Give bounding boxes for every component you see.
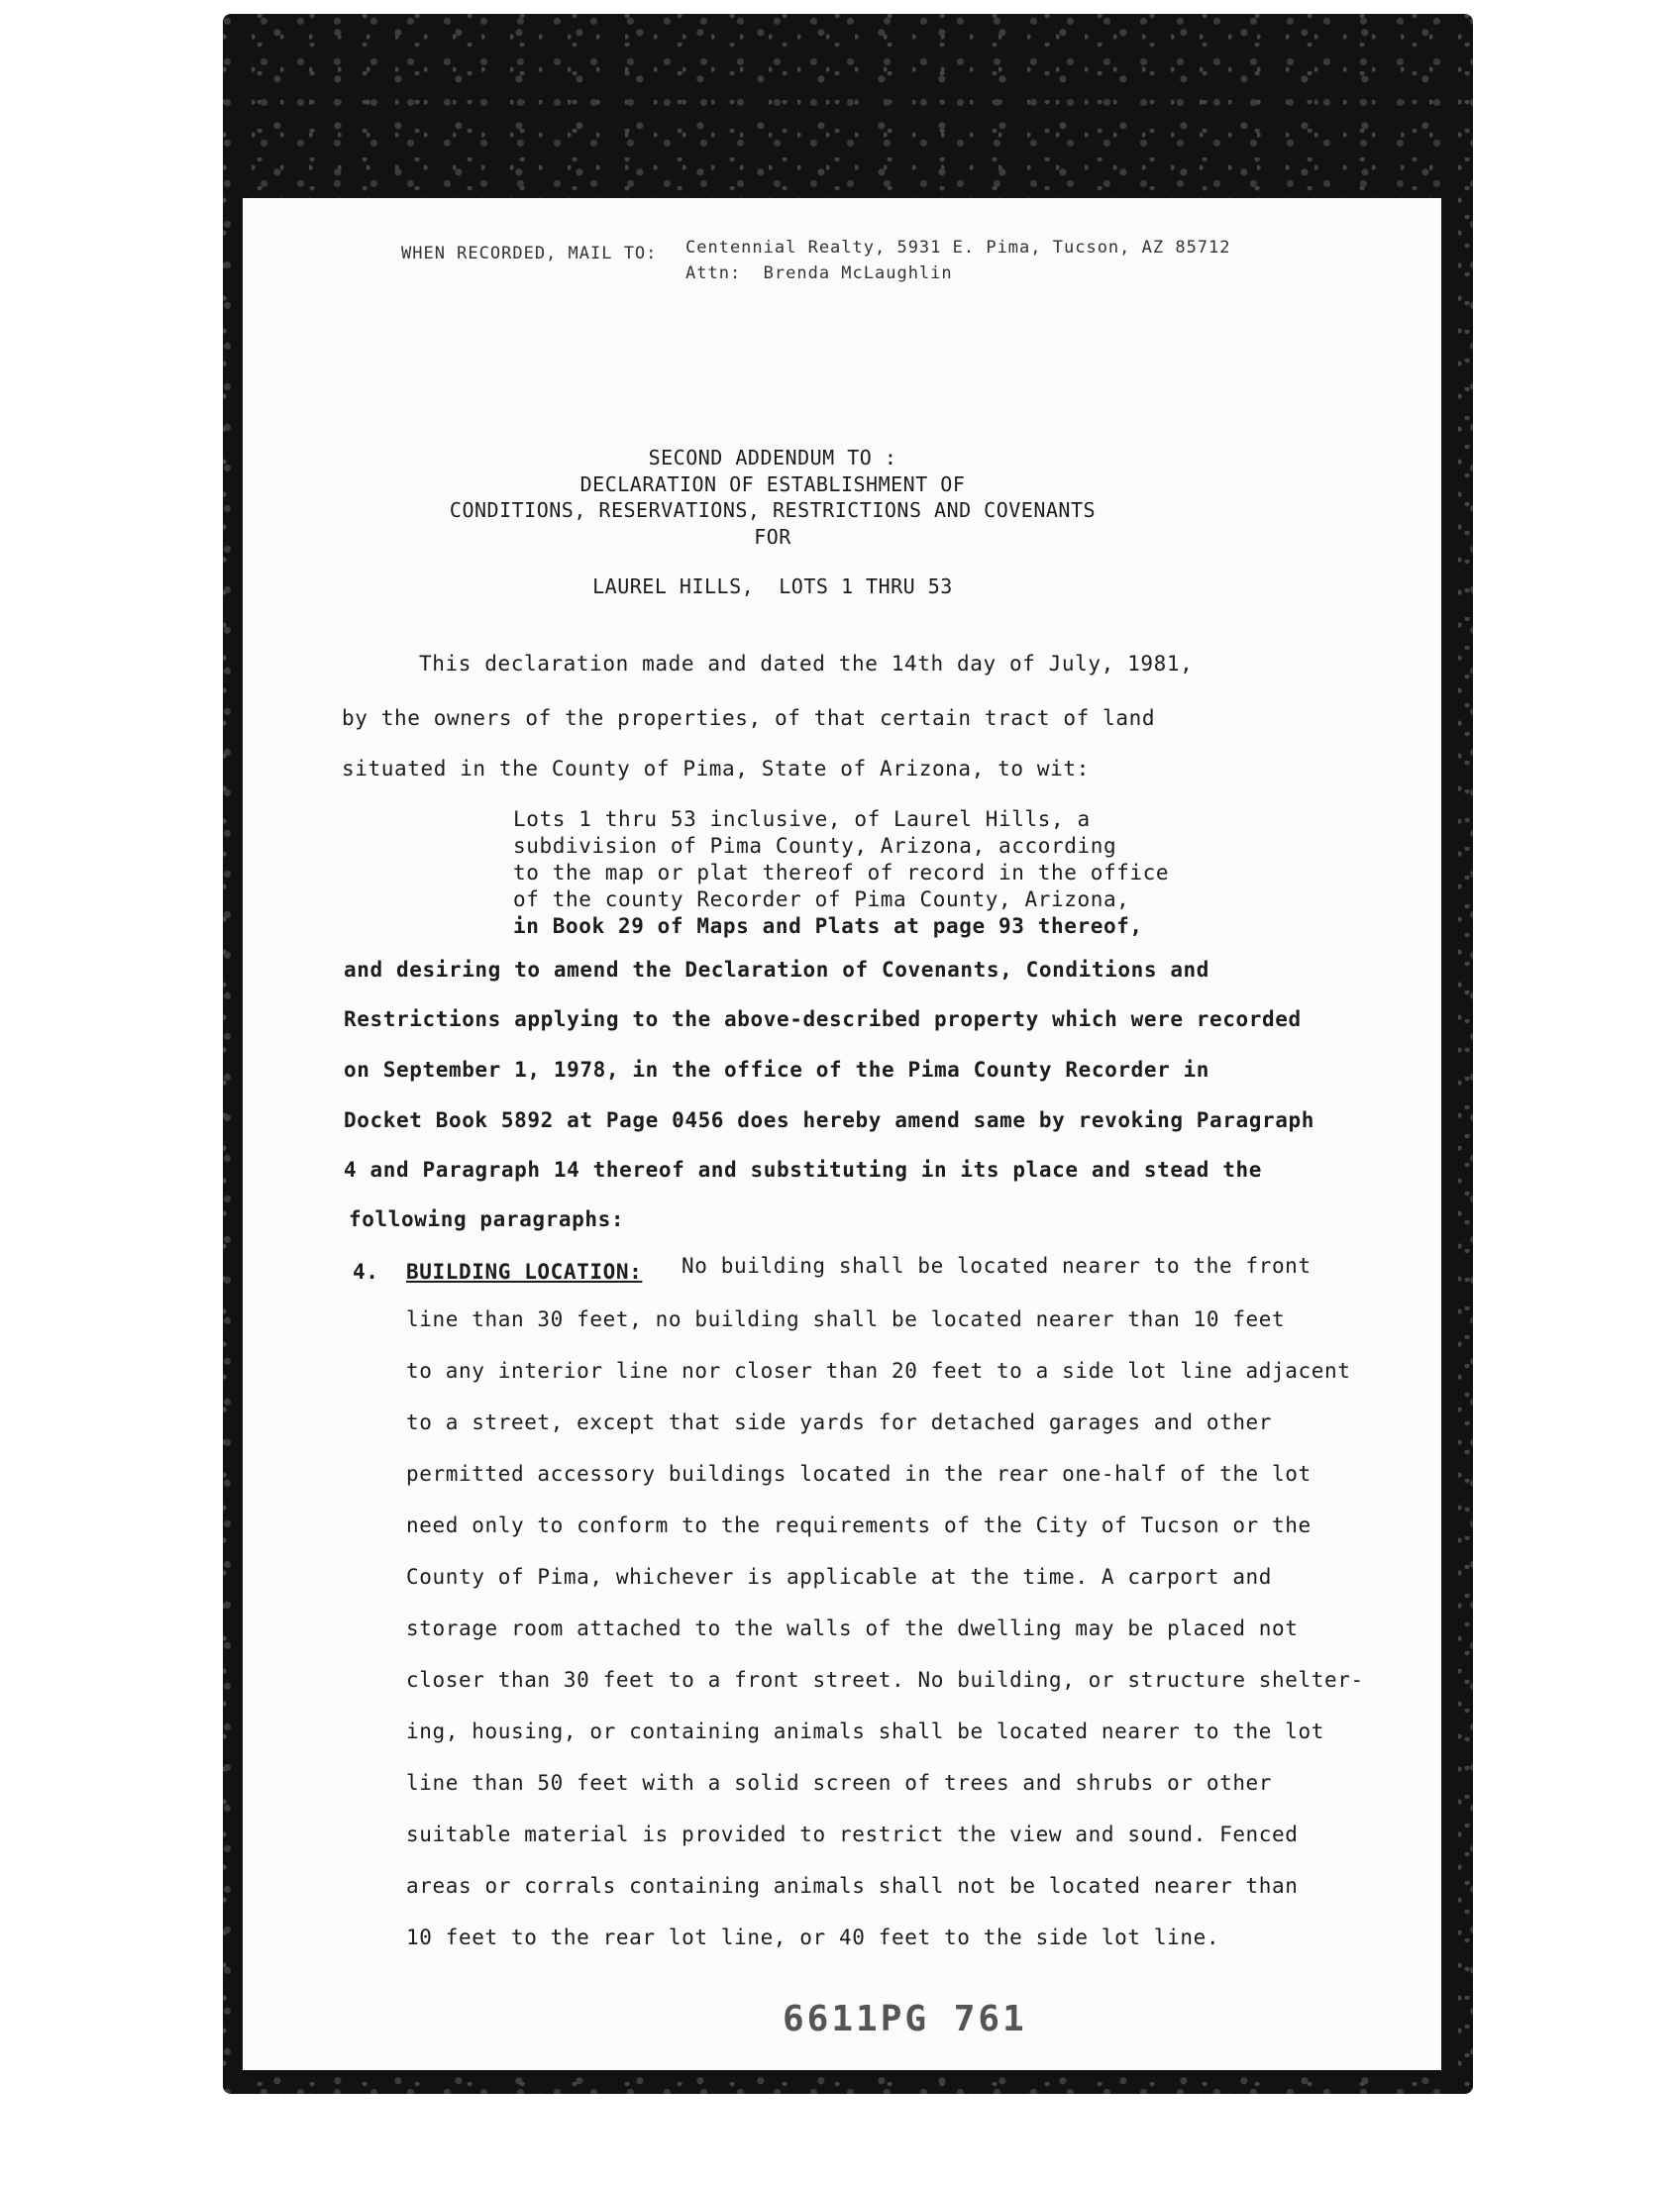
- para4-line: permitted accessory buildings located in the rear one-half of the lot: [406, 1462, 1312, 1486]
- legal-line: in Book 29 of Maps and Plats at page 93 thereof,: [513, 914, 1143, 938]
- title-line-2: DECLARATION OF ESTABLISHMENT OF: [579, 472, 966, 496]
- legal-line: subdivision of Pima County, Arizona, according: [513, 834, 1117, 858]
- amend-line: Docket Book 5892 at Page 0456 does hereby amend same by revoking Paragraph: [344, 1108, 1314, 1132]
- para4-line: 10 feet to the rear lot line, or 40 feet to the side lot line.: [406, 1926, 1220, 1949]
- para4-line: suitable material is provided to restrict the view and sound. Fenced: [406, 1822, 1299, 1846]
- para4-first-line: No building shall be located nearer to the front: [682, 1254, 1312, 1278]
- amend-line: 4 and Paragraph 14 thereof and substituting in its place and stead the: [344, 1158, 1263, 1182]
- para4-line: closer than 30 feet to a front street. No building, or structure shelter-: [406, 1668, 1364, 1692]
- legal-line: of the county Recorder of Pima County, Arizona,: [513, 887, 1130, 911]
- title-line-1: SECOND ADDENDUM TO :: [648, 446, 897, 469]
- amend-line: Restrictions applying to the above-described property which were recorded: [344, 1007, 1302, 1031]
- recording-label: WHEN RECORDED, MAIL TO:: [401, 244, 658, 263]
- docket-stamp: 6611PG 761: [783, 1999, 1027, 2039]
- para4-line: line than 30 feet, no building shall be located nearer than 10 feet: [406, 1307, 1286, 1331]
- para4-heading: BUILDING LOCATION:: [406, 1260, 643, 1284]
- amend-line: and desiring to amend the Declaration of Covenants, Conditions and: [344, 958, 1210, 982]
- para4-line: County of Pima, whichever is applicable at the time. A carport and: [406, 1565, 1273, 1589]
- amend-line: on September 1, 1978, in the office of the Pima County Recorder in: [344, 1058, 1210, 1082]
- intro-line: This declaration made and dated the 14th day of July, 1981,: [419, 652, 1194, 676]
- para4-line: need only to conform to the requirements of the City of Tucson or the: [406, 1513, 1312, 1537]
- recording-attn: Attn: Brenda McLaughlin: [685, 263, 953, 283]
- title-line-3: CONDITIONS, RESERVATIONS, RESTRICTIONS AND COVENANTS: [449, 498, 1097, 522]
- legal-line: to the map or plat thereof of record in the office: [513, 861, 1170, 885]
- para4-line: line than 50 feet with a solid screen of trees and shrubs or other: [406, 1771, 1273, 1795]
- title-line-4: FOR: [754, 525, 791, 549]
- title-line-5: LAUREL HILLS, LOTS 1 THRU 53: [592, 574, 953, 598]
- recording-address: Centennial Realty, 5931 E. Pima, Tucson, AZ 85712: [685, 238, 1231, 258]
- para4-line: to any interior line nor closer than 20 feet to a side lot line adjacent: [406, 1359, 1351, 1383]
- para4-line: to a street, except that side yards for detached garages and other: [406, 1410, 1273, 1434]
- para4-line: storage room attached to the walls of the dwelling may be placed not: [406, 1616, 1299, 1640]
- legal-line: Lots 1 thru 53 inclusive, of Laurel Hills, a: [513, 807, 1091, 831]
- amend-line: following paragraphs:: [349, 1207, 625, 1231]
- para4-line: ing, housing, or containing animals shall be located nearer to the lot: [406, 1719, 1325, 1743]
- intro-line: by the owners of the properties, of that certain tract of land: [342, 706, 1156, 730]
- para4-number: 4.: [353, 1260, 379, 1284]
- intro-line: situated in the County of Pima, State of Arizona, to wit:: [342, 757, 1090, 781]
- para4-line: areas or corrals containing animals shall not be located nearer than: [406, 1874, 1299, 1898]
